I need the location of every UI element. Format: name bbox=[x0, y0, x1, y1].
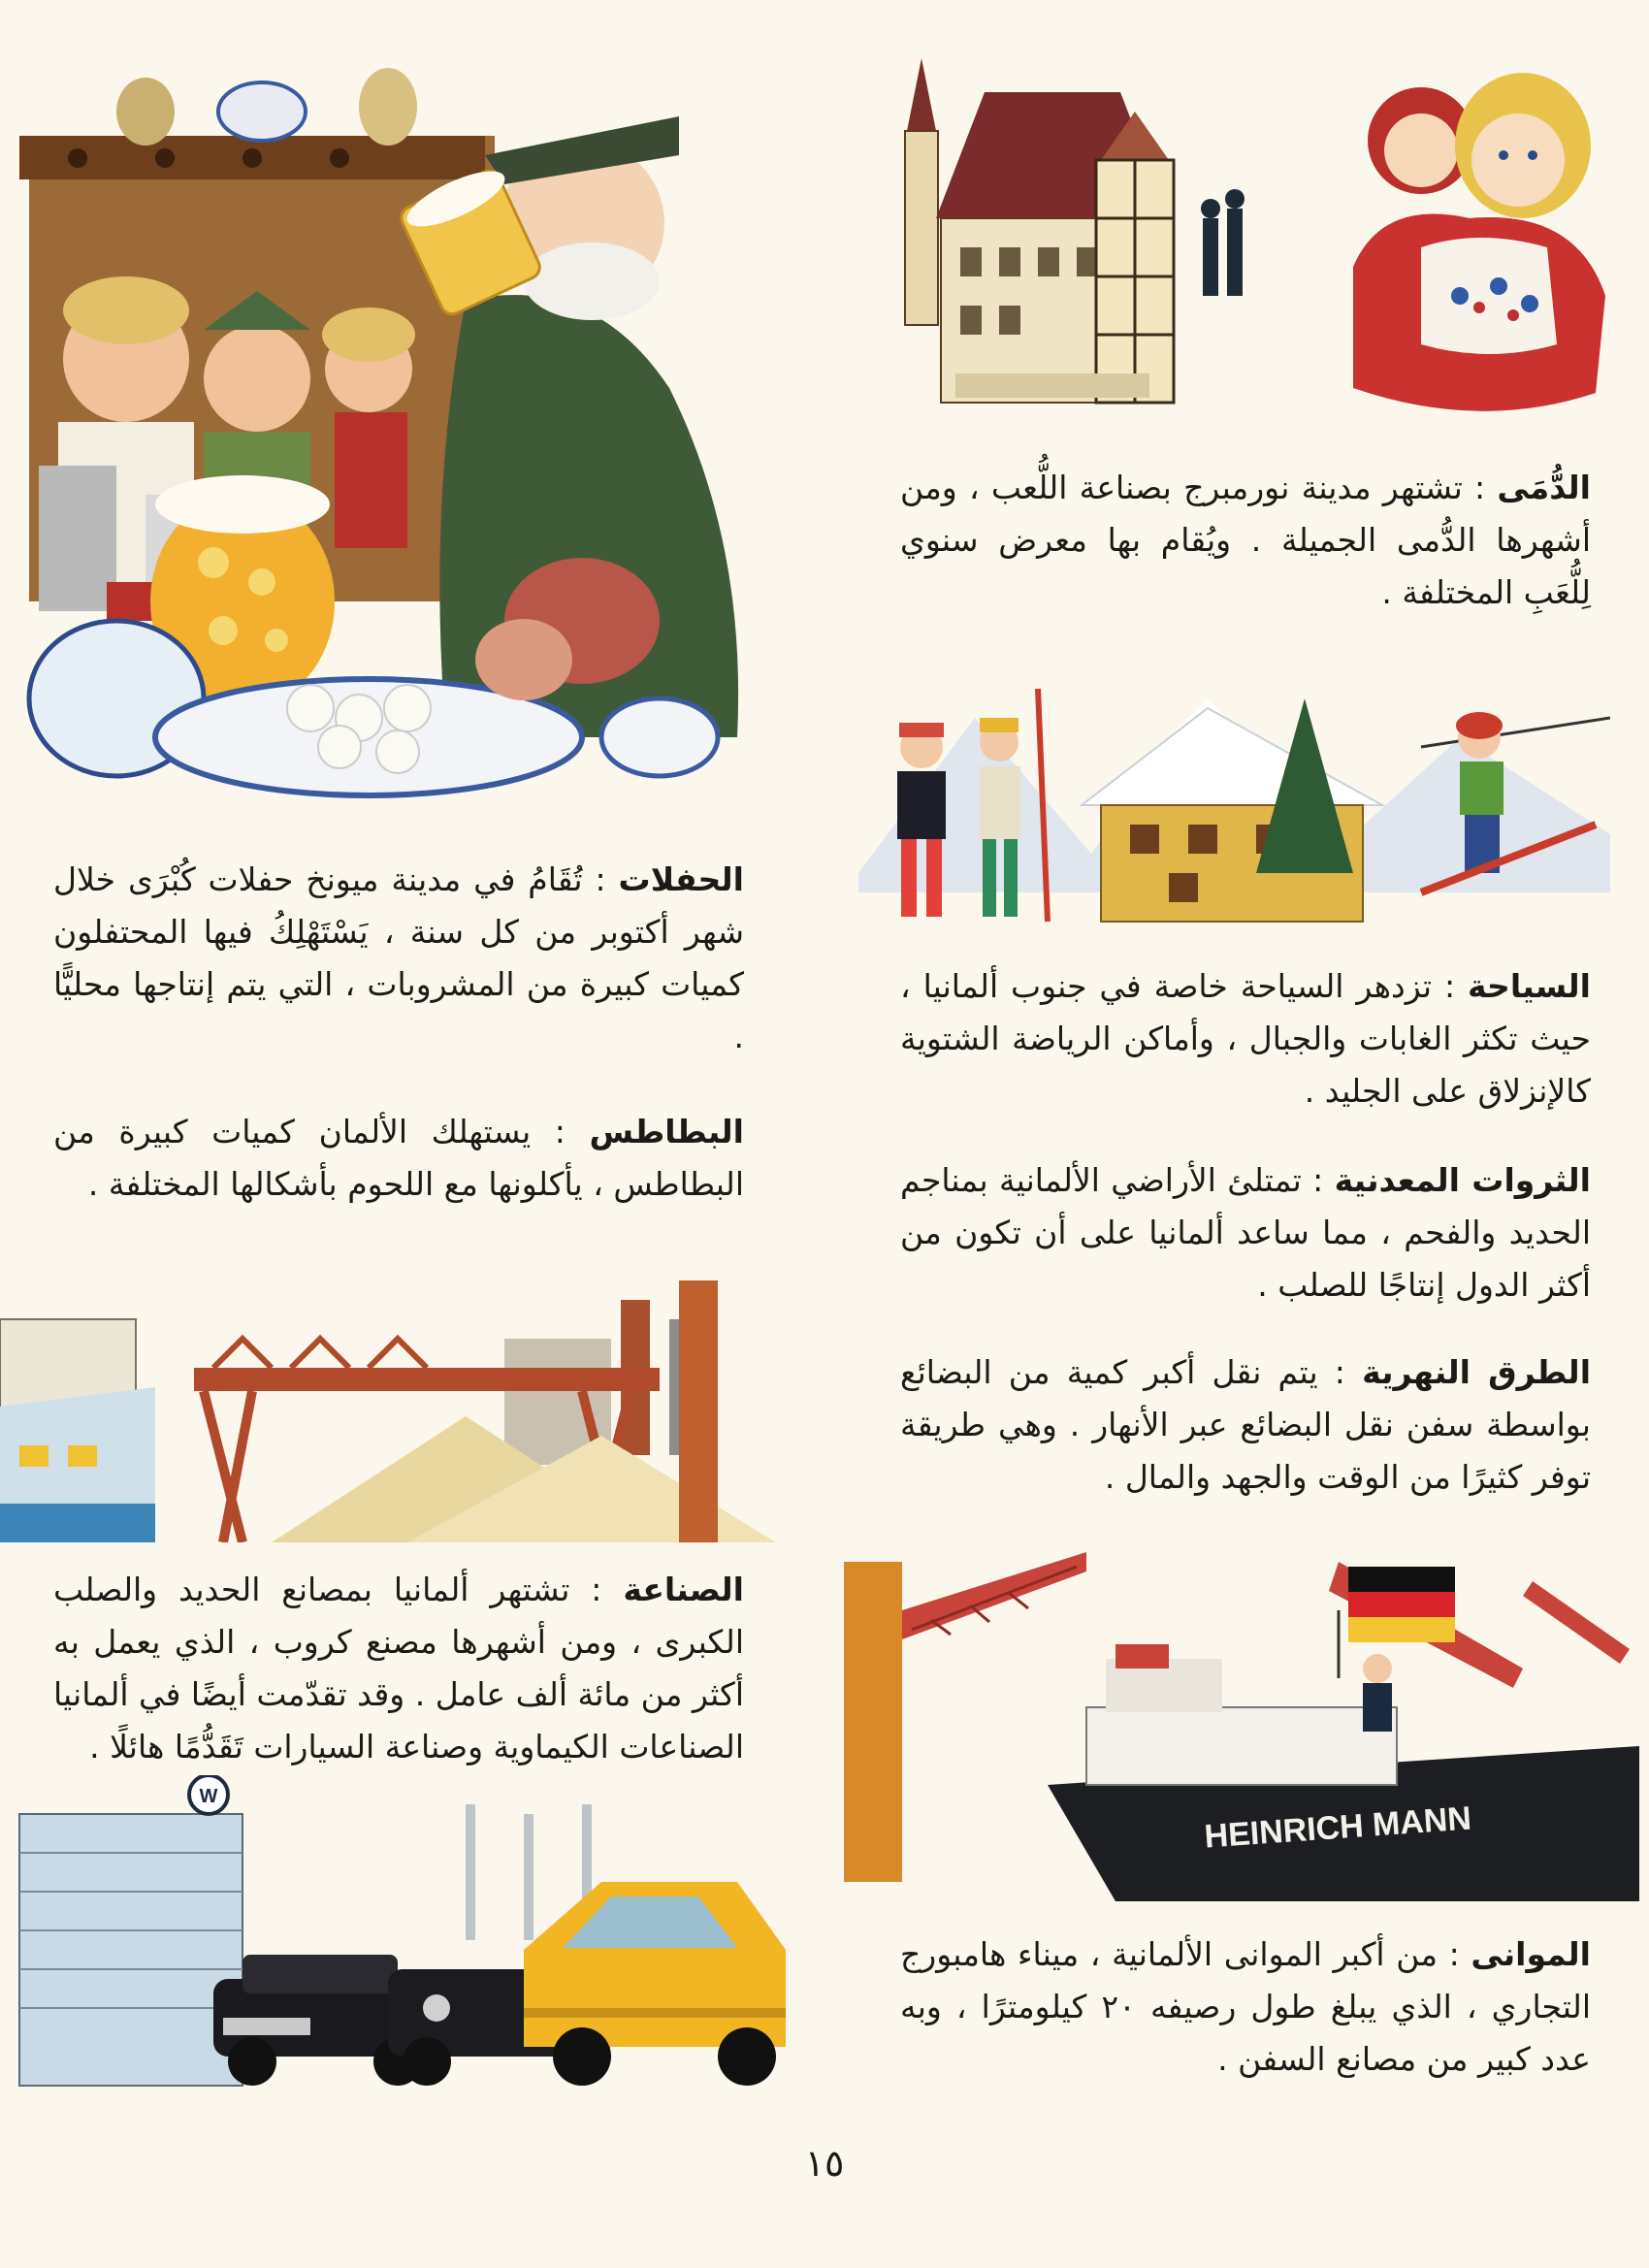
dolls-illustration bbox=[878, 53, 1620, 441]
industry-term: الصناعة bbox=[623, 1571, 744, 1608]
svg-text:W: W bbox=[199, 1786, 218, 1807]
festivals-paragraph bbox=[53, 854, 744, 1063]
tourism-illustration bbox=[839, 679, 1610, 941]
dolls-paragraph bbox=[900, 462, 1591, 619]
potatoes-body: : يستهلك الألمان كميات كبيرة من البطاطس ، يأكلونها مع اللحوم بأشكالها المختلفة . bbox=[53, 1113, 744, 1203]
ports-term: الموانى bbox=[1471, 1935, 1591, 1973]
festival-illustration bbox=[0, 39, 776, 805]
festivals-term: الحفلات bbox=[618, 860, 744, 898]
ports-paragraph bbox=[900, 1928, 1591, 2086]
page-number: ١٥ bbox=[804, 2142, 845, 2185]
tourism-body: : تزدهر السياحة خاصة في جنوب ألمانيا ، حيث تكثر الغابات والجبال ، وأماكن الرياضة الشتوية كالإنزلاق على الجليد . bbox=[900, 967, 1591, 1110]
minerals-body: : تمتلئ الأراضي الألمانية بمناجم الحديد والفحم ، مما ساعد ألمانيا على أن تكون من أكثر الدول إنتاجًا للصلب . bbox=[900, 1161, 1591, 1304]
potatoes-term: البطاطس bbox=[589, 1113, 744, 1150]
industry-paragraph bbox=[53, 1564, 744, 1773]
rivers-paragraph bbox=[900, 1346, 1591, 1504]
tourism-paragraph bbox=[900, 960, 1591, 1118]
industry-body: : تشتهر ألمانيا بمصانع الحديد والصلب الكبرى ، ومن أشهرها مصنع كروب ، الذي يعمل به أكثر من مائة ألف عامل . وقد تقدّمت أيضًا في ألمانيا الصناعات الكيماوية وصناعة السيارات تَقَدُّمًا هائلًا . bbox=[53, 1571, 744, 1766]
dolls-body: : تشتهر مدينة نورمبرج بصناعة اللُّعب ، ومن أشهرها الدُّمى الجميلة . ويُقام بها معرض سنوي لِلُّعَبِ المختلفة . bbox=[900, 469, 1591, 611]
minerals-paragraph bbox=[900, 1154, 1591, 1312]
ship-name-label: HEINRICH MANN bbox=[1203, 1799, 1473, 1856]
rivers-body: : يتم نقل أكبر كمية من البضائع بواسطة سفن نقل البضائع عبر الأنهار . وهي طريقة توفر كثيرًا من الوقت والجهد والمال . bbox=[900, 1353, 1591, 1496]
minerals-term: الثروات المعدنية bbox=[1334, 1161, 1591, 1199]
tourism-term: السياحة bbox=[1468, 967, 1591, 1005]
rivers-term: الطرق النهرية bbox=[1362, 1353, 1592, 1391]
dolls-term: الدُّمَى bbox=[1497, 469, 1591, 506]
potatoes-paragraph bbox=[53, 1106, 744, 1211]
festivals-body: : تُقَامُ في مدينة ميونخ حفلات كُبْرَى خلال شهر أكتوبر من كل سنة ، يَسْتَهْلِكُ فيها المحتفلون كميات كبيرة من المشروبات ، التي يتم إنتاجها محليًّا . bbox=[53, 860, 744, 1055]
ports-body: : من أكبر الموانى الألمانية ، ميناء هامبورج التجاري ، الذي يبلغ طول رصيفه ٢٠ كيلومترًا ، وبه عدد كبير من مصانع السفن . bbox=[900, 1935, 1591, 2078]
industry-illustration bbox=[0, 1280, 805, 1542]
ports-illustration bbox=[795, 1552, 1649, 1901]
cars-illustration bbox=[0, 1775, 795, 2095]
